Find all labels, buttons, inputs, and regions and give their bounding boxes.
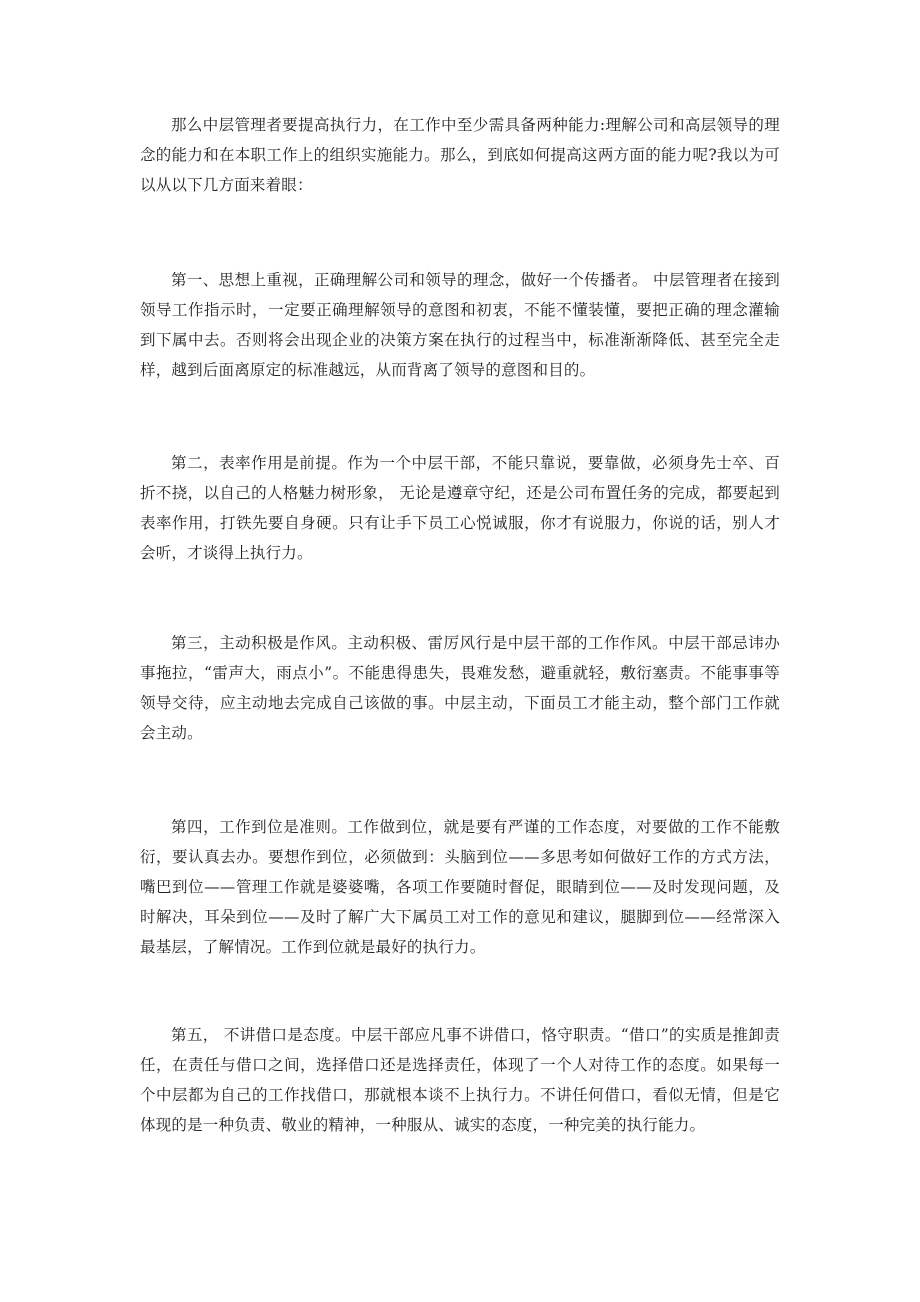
paragraph-point-4: 第四，工作到位是准则。工作做到位，就是要有严谨的工作态度，对要做的工作不能敷衍，要认真去办。要想作到位，必须做到：头脑到位——多思考如何做好工作的方式方法，嘴巴到位——管理工作就是婆婆嘴，各项工作要随时督促，眼睛到位——及时发现问题，及时解决，耳朵到位——及时了解广大下属员工对工作的意见和建议，腿脚到位——经常深入最基层，了解情况。工作到位就是最好的执行力。 bbox=[140, 818, 780, 956]
paragraph-point-5: 第五， 不讲借口是态度。中层干部应凡事不讲借口，恪守职责。“借口”的实质是推卸责任，在责任与借口之间，选择借口还是选择责任，体现了一个人对待工作的态度。如果每一个中层都为自己的工作找借口，那就根本谈不上执行力。不讲任何借口，看似无情，但是它体现的是一种负责、敬业的精神，一种服从、诚实的态度，一种完美的执行能力。 bbox=[140, 1026, 780, 1134]
paragraph-point-3: 第三，主动积极是作风。主动积极、雷厉风行是中层干部的工作作风。中层干部忌讳办事拖拉，“雷声大，雨点小”。不能患得患失，畏难发愁，避重就轻，敷衍塞责。不能事事等领导交待，应主动地去完成自己该做的事。中层主动，下面员工才能主动，整个部门工作就会主动。 bbox=[140, 634, 780, 742]
paragraph-point-2: 第二，表率作用是前提。作为一个中层干部，不能只靠说，要靠做，必须身先士卒、百折不挠，以自己的人格魅力树形象， 无论是遵章守纪，还是公司布置任务的完成，都要起到表率作用，打铁先要自身硬。只有让手下员工心悦诚服，你才有说服力，你说的话，别人才会听，才谈得上执行力。 bbox=[140, 454, 780, 562]
paragraph-point-1: 第一、思想上重视，正确理解公司和领导的理念，做好一个传播者。 中层管理者在接到领导工作指示时，一定要正确理解领导的意图和初衷，不能不懂装懂，要把正确的理念灌输到下属中去。否则将会出现企业的决策方案在执行的过程当中，标准渐渐降低、甚至完全走样，越到后面离原定的标准越远，从而背离了领导的意图和目的。 bbox=[140, 271, 780, 379]
paragraph-intro: 那么中层管理者要提高执行力，在工作中至少需具备两种能力:理解公司和高层领导的理念的能力和在本职工作上的组织实施能力。那么，到底如何提高这两方面的能力呢?我以为可以从以下几方面来着眼： bbox=[140, 116, 780, 194]
